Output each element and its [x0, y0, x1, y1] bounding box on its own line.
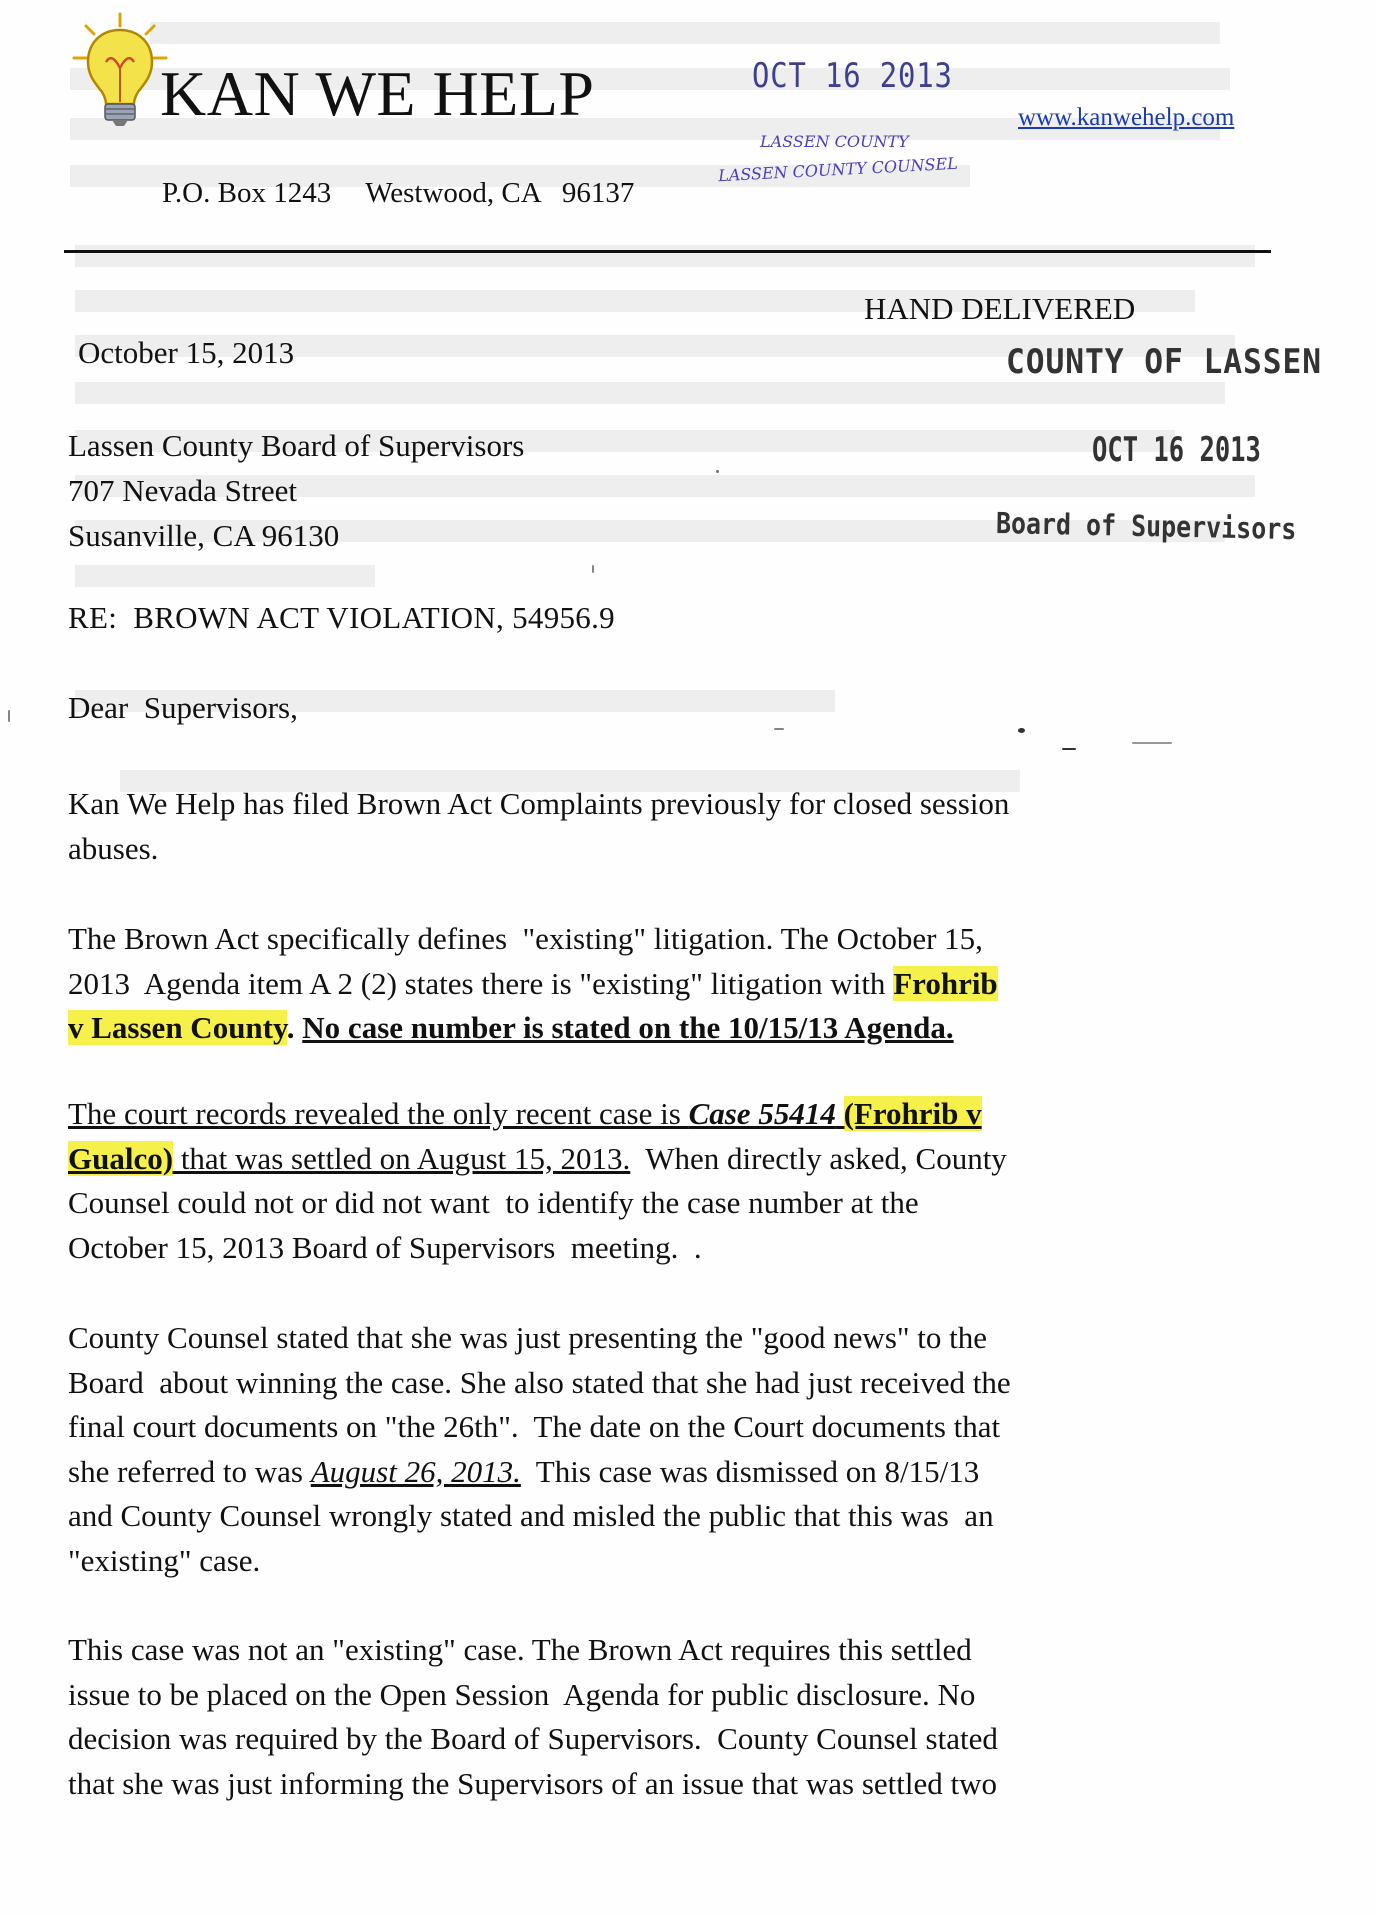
- paragraph-2: [68, 917, 1278, 1051]
- text-run: she referred to was: [68, 1453, 311, 1489]
- received-stamp-date: OCT 16 2013: [752, 56, 953, 96]
- text-line: "existing" case.: [68, 1542, 261, 1578]
- text-run: that was settled on August 15, 2013.: [173, 1140, 631, 1176]
- case-number: Case 55414: [688, 1096, 836, 1131]
- organization-name: KAN WE HELP: [160, 58, 595, 129]
- paragraph-4: [68, 1316, 1278, 1583]
- text-run: 2013 Agenda item A 2 (2) states there is "existing" litigation with: [68, 965, 894, 1001]
- text-line: that she was just informing the Supervisors of an issue that was settled two: [68, 1765, 998, 1801]
- organization-address: [162, 177, 634, 210]
- county-stamp-board: Board of Supervisors: [995, 506, 1297, 547]
- header-divider: [64, 250, 1271, 253]
- text-line: Board about winning the case. She also stated that she had just received the: [68, 1364, 1011, 1400]
- text-line: decision was required by the Board of Supervisors. County Counsel stated: [68, 1721, 998, 1756]
- text-line: [68, 1006, 1278, 1051]
- recipient-line: Susanville, CA 96130: [68, 518, 340, 553]
- paragraph-1: [68, 782, 1278, 871]
- scan-speck: [716, 470, 719, 473]
- county-stamp: COUNTY OF LASSEN: [1006, 342, 1323, 382]
- highlighted-case-name: (Frohrib v: [843, 1096, 982, 1131]
- text-line: and County Counsel wrongly stated and misled the public that this was an: [68, 1498, 994, 1533]
- hand-delivered-note: HAND DELIVERED: [864, 291, 1136, 326]
- scan-speck: [1062, 748, 1076, 750]
- lightbulb-icon: [72, 12, 168, 128]
- recipient-address: [68, 423, 524, 558]
- text-run: When directly asked, County: [630, 1140, 1007, 1176]
- text-line: issue to be placed on the Open Session Agenda for public disclosure. No: [68, 1676, 976, 1712]
- emphasis-date: August 26, 2013.: [310, 1453, 521, 1489]
- scan-speck: [592, 565, 594, 573]
- text-line: [68, 962, 1278, 1007]
- text-line: The Brown Act specifically defines "existing" litigation. The October 15,: [68, 921, 983, 956]
- text-line: Kan We Help has filed Brown Act Complaints previously for closed session: [68, 786, 1010, 821]
- text-line: Counsel could not or did not want to identify the case number at the: [68, 1185, 919, 1220]
- text-run: The court records revealed the only recent case is: [68, 1096, 689, 1131]
- highlighted-case-name: Gualco): [68, 1140, 174, 1176]
- text-line: final court documents on "the 26th". The date on the Court documents that: [68, 1409, 1001, 1444]
- text-line: [68, 1137, 1278, 1182]
- po-box: P.O. Box 1243: [162, 177, 332, 209]
- paragraph-5: [68, 1628, 1278, 1806]
- text-run: This case was dismissed on 8/15/13: [520, 1453, 980, 1489]
- city-state-zip: Westwood, CA 96137: [365, 177, 635, 209]
- recipient-line: Lassen County Board of Supervisors: [68, 428, 525, 463]
- text-line: [68, 1092, 1278, 1137]
- subject-line: RE: BROWN ACT VIOLATION, 54956.9: [68, 600, 615, 635]
- highlighted-case-name: Frohrib: [893, 965, 998, 1001]
- scan-speck: [8, 710, 10, 722]
- received-stamp-line-2: LASSEN COUNTY COUNSEL: [717, 153, 959, 186]
- received-stamp-line-1: LASSEN COUNTY: [760, 132, 909, 151]
- emphasis-no-case-number: No case number is stated on the 10/15/13 Agenda.: [302, 1010, 954, 1045]
- scan-speck: [774, 728, 784, 730]
- text-line: County Counsel stated that she was just presenting the "good news" to the: [68, 1320, 988, 1355]
- highlighted-case-name: v Lassen County: [68, 1010, 287, 1045]
- scan-speck: [1018, 728, 1025, 733]
- letter-date: October 15, 2013: [78, 335, 295, 370]
- website-link[interactable]: www.kanwehelp.com: [1018, 104, 1235, 131]
- text-run: .: [286, 1010, 303, 1045]
- text-line: abuses.: [68, 830, 159, 866]
- paragraph-3: [68, 1092, 1278, 1270]
- recipient-line: 707 Nevada Street: [68, 473, 297, 508]
- text-line: [68, 1450, 1278, 1495]
- salutation: Dear Supervisors,: [68, 690, 298, 725]
- scan-speck: [1132, 742, 1172, 744]
- text-run: [836, 1096, 844, 1131]
- county-stamp-date: OCT 16 2013: [1092, 430, 1261, 470]
- text-line: This case was not an "existing" case. The Brown Act requires this settled: [68, 1632, 972, 1667]
- text-line: October 15, 2013 Board of Supervisors meeting. .: [68, 1229, 702, 1265]
